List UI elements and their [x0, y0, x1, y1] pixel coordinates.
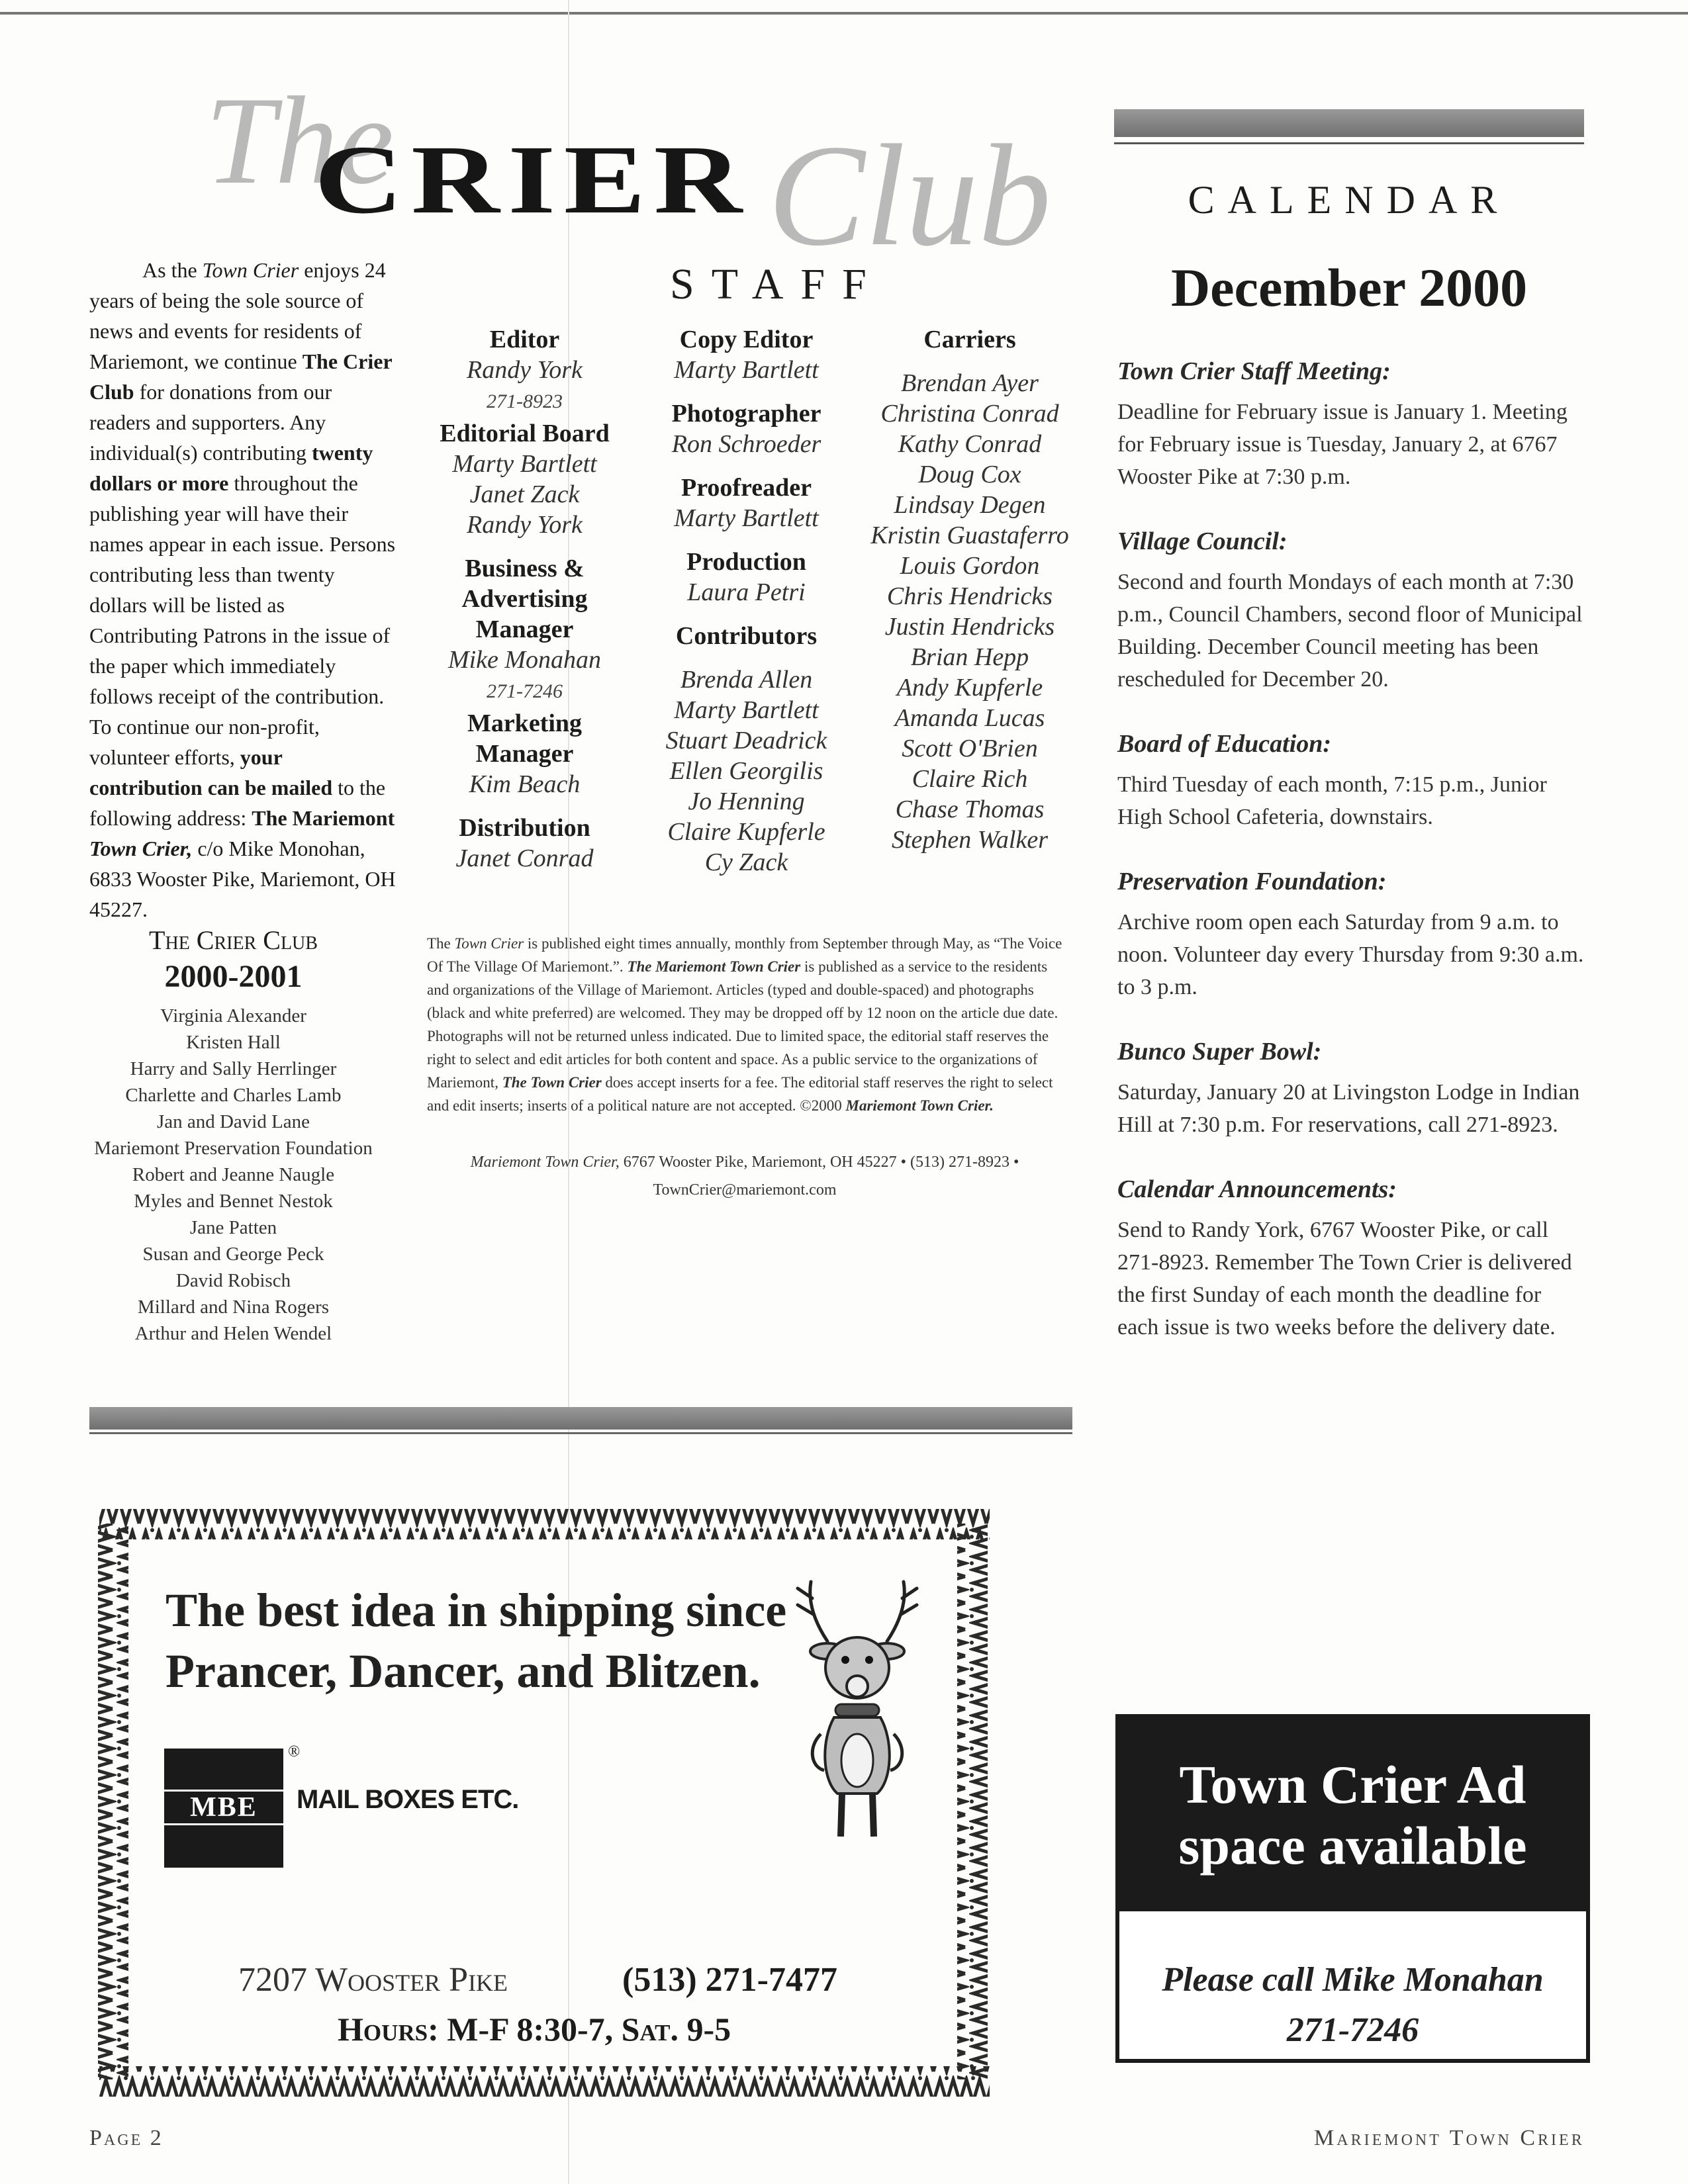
staff-name: Marty Bartlett [452, 450, 597, 478]
carrier-name: Chris Hendricks [886, 582, 1053, 610]
ad-address: 7207 Wooster Pike [238, 1961, 508, 1999]
member-name: Millard and Nina Rogers [137, 1297, 330, 1318]
staff-column-1 [410, 324, 639, 874]
member-name: Arthur and Helen Wendel [134, 1323, 332, 1344]
carrier-name: Doug Cox [918, 461, 1021, 488]
event-text: Second and fourth Mondays of each month at 7:30 p.m., Council Chambers, second floor of Municipal Building. December Council meeting has been rescheduled for December 20. [1117, 570, 1583, 692]
staff-role: Proofreader [681, 474, 812, 502]
event-title: Bunco Super Bowl: [1117, 1038, 1322, 1066]
staff-name: Randy York [467, 356, 583, 384]
reindeer-icon [781, 1569, 933, 1846]
crier-club-members [79, 1003, 387, 1347]
staff-role: Manager [475, 740, 574, 768]
member-name: David Robisch [175, 1270, 291, 1291]
staff-name: Marty Bartlett [674, 504, 819, 532]
carrier-name: Amanda Lucas [894, 704, 1045, 732]
staff-role: Photographer [671, 400, 821, 428]
member-name: Jan and David Lane [156, 1111, 310, 1132]
carrier-name: Kristin Guastaferro [870, 522, 1069, 549]
page-number: Page 2 [89, 2126, 164, 2150]
staff-role: Contributors [675, 622, 818, 650]
staff-name: Kim Beach [469, 770, 581, 798]
staff-role: Marketing [467, 709, 583, 737]
staff-name: Marty Bartlett [674, 696, 819, 724]
registered-mark: ® [288, 1743, 301, 1760]
calendar-month: December 2000 [1170, 257, 1528, 318]
publication-address: Mariemont Town Crier, 6767 Wooster Pike, Mariemont, OH 45227 • (513) 271-8923 • TownCrier@mariemont.com [427, 1148, 1062, 1204]
top-rule [0, 12, 1688, 15]
staff-name: Mike Monahan [447, 646, 602, 674]
staff-column-2 [639, 324, 854, 878]
publication-notice: The Town Crier is published eight times annually, monthly from September through May, as “The Voice Of The Village Of Mariemont.”. The Mariemont Town Crier is published as a service to the residents and organizations of the Village of Mariemont. Articles (typed and double-spaced) and photographs (black and white preferred) are welcomed. They may be dropped off by 12 noon on the article due date. Photographs will not be returned unless indicated. Due to limited space, the editorial staff reserves the right to select and edit articles for both content and space. As a public service to the organizations of Mariemont, The Town Crier does accept inserts for a fee. The editorial staff reserves the right to select and edit inserts; inserts of a political nature are not accepted. ©2000 Mariemont Town Crier. [427, 935, 1062, 1114]
staff-role: Editor [489, 326, 560, 353]
masthead-the: The [205, 71, 394, 210]
masthead-club: Club [768, 114, 1051, 276]
staff-role: Editorial Board [440, 420, 610, 447]
carrier-name: Christina Conrad [880, 400, 1059, 428]
event-title: Village Council: [1117, 527, 1288, 555]
staff-column-3 [861, 324, 1079, 855]
staff-name: Claire Kupferle [667, 818, 825, 846]
event-text: Saturday, January 20 at Livingston Lodge in Indian Hill at 7:30 p.m. For reservations, call 271-8923. [1117, 1080, 1580, 1137]
event-title: Board of Education: [1117, 730, 1332, 758]
member-name: Virginia Alexander [160, 1005, 306, 1026]
calendar-event [1117, 356, 1584, 493]
member-name: Kristen Hall [186, 1032, 281, 1053]
member-name: Mariemont Preservation Foundation [94, 1138, 373, 1159]
staff-role: Production [686, 548, 806, 576]
staff-name: Cy Zack [704, 848, 788, 876]
staff-name: Janet Conrad [455, 844, 594, 872]
staff-role: Advertising [461, 585, 588, 613]
masthead-crier: CRIER [314, 126, 751, 234]
ad-box-title: Town Crier Ad space available [1178, 1754, 1527, 1876]
carrier-name: Stephen Walker [891, 826, 1049, 854]
town-crier-ad-box [1115, 1714, 1590, 2063]
staff-role: Distribution [459, 814, 590, 842]
calendar-event [1117, 526, 1584, 696]
carrier-name: Brendan Ayer [901, 369, 1039, 397]
staff-role: Copy Editor [679, 326, 814, 353]
staff-role: Manager [475, 615, 574, 643]
calendar-event [1117, 729, 1584, 833]
staff-name: Randy York [467, 511, 583, 539]
carrier-name: Andy Kupferle [896, 674, 1043, 702]
publication-email[interactable]: TownCrier@mariemont.com [653, 1181, 837, 1199]
staff-name: Ellen Georgilis [669, 757, 823, 785]
member-name: Robert and Jeanne Naugle [132, 1164, 335, 1185]
crier-club-title: The Crier Club [149, 925, 318, 955]
member-name: Myles and Bennet Nestok [134, 1191, 333, 1212]
carrier-name: Justin Hendricks [884, 613, 1055, 641]
calendar-header-bar [1114, 109, 1584, 137]
calendar-header-rule [1114, 142, 1584, 144]
carrier-name: Claire Rich [912, 765, 1028, 793]
event-text: Deadline for February issue is January 1. Meeting for February issue is Tuesday, January 2, at 6767 Wooster Pike at 7:30 p.m. [1117, 400, 1568, 489]
staff-name: Brenda Allen [680, 666, 813, 694]
section-divider-rule [89, 1432, 1072, 1434]
ad-hours: Hours: M-F 8:30-7, Sat. 9-5 [338, 2011, 731, 2048]
carrier-name: Chase Thomas [895, 796, 1045, 823]
mbe-logo-text: MBE [164, 1790, 283, 1825]
carrier-name: Scott O'Brien [902, 735, 1038, 762]
staff-phone: 271-7246 [487, 680, 563, 702]
staff-name: Ron Schroeder [671, 430, 821, 458]
staff-name: Marty Bartlett [674, 356, 819, 384]
paper-name: Mariemont Town Crier [1314, 2126, 1585, 2150]
intro-paragraph: As the Town Crier enjoys 24 years of being the sole source of news and events for residents of Mariemont, we continue The Crier Club for donations from our readers and supporters. Any individual(s) contributing twenty dollars or more throughout the publishing year will have their names appear in each issue. Persons contributing less than twenty dollars will be listed as Contributing Patrons in the issue of the paper which immediately follows receipt of the contribution. To continue our non-profit, volunteer efforts, your contribution can be mailed to the following address: The Mariemont Town Crier, c/o Mike Monohan, 6833 Wooster Pike, Mariemont, OH 45227. [89, 258, 396, 921]
member-name: Harry and Sally Herrlinger [130, 1058, 337, 1079]
calendar-event [1117, 1174, 1584, 1343]
ad-box-banner [1119, 1718, 1586, 1911]
event-title: Calendar Announcements: [1117, 1175, 1397, 1203]
event-text: Archive room open each Saturday from 9 a.m. to noon. Volunteer day every Thursday from 9:30 a.m. to 3 p.m. [1117, 910, 1584, 999]
staff-name: Jo Henning [688, 788, 805, 815]
calendar-event [1117, 1036, 1584, 1141]
ad-box-contact: Please call Mike Monahan 271-7246 [1162, 1961, 1544, 2049]
calendar-event [1117, 866, 1584, 1003]
company-name: MAIL BOXES ETC. [297, 1785, 519, 1814]
event-title: Preservation Foundation: [1117, 868, 1387, 895]
calendar-events [1117, 356, 1584, 1377]
staff-name: Laura Petri [687, 578, 806, 606]
carrier-name: Kathy Conrad [898, 430, 1042, 458]
mail-boxes-etc-ad [86, 1497, 1000, 2106]
calendar-heading: CALENDAR [1188, 178, 1511, 222]
carrier-name: Brian Hepp [910, 643, 1029, 671]
staff-phone: 271-8923 [487, 390, 563, 412]
event-text: Third Tuesday of each month, 7:15 p.m., Junior High School Cafeteria, downstairs. [1117, 772, 1547, 829]
staff-name: Stuart Deadrick [665, 727, 827, 754]
ad-headline: The best idea in shipping since Prancer, Dancer, and Blitzen. [165, 1584, 787, 1698]
staff-heading: STAFF [670, 260, 884, 308]
carrier-name: Lindsay Degen [894, 491, 1046, 519]
staff-name: Janet Zack [469, 480, 580, 508]
staff-role: Business & [465, 555, 585, 582]
ad-phone: (513) 271-7477 [622, 1961, 837, 1999]
event-text: Send to Randy York, 6767 Wooster Pike, or call 271-8923. Remember The Town Crier is delivered the first Sunday of each month the deadline for each issue is two weeks before the delivery date. [1117, 1218, 1572, 1340]
section-divider-bar [89, 1407, 1072, 1430]
event-title: Town Crier Staff Meeting: [1117, 357, 1391, 385]
member-name: Susan and George Peck [142, 1244, 324, 1265]
mbe-logo [164, 1749, 283, 1868]
staff-role: Carriers [923, 326, 1016, 353]
crier-club-years: 2000-2001 [164, 959, 303, 994]
carrier-name: Louis Gordon [900, 552, 1040, 580]
member-name: Charlette and Charles Lamb [125, 1085, 342, 1106]
member-name: Jane Patten [189, 1217, 277, 1238]
